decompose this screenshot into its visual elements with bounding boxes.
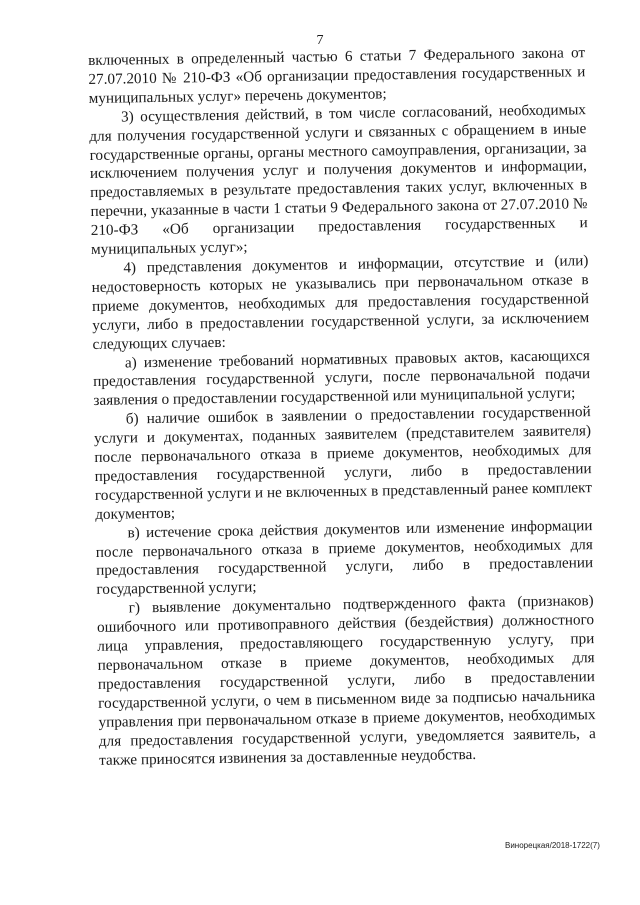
paragraph-continuation: включенных в определенный частью 6 статьи 7 Федерального закона от 27.07.2010 № 210-ФЗ «Об организации предоставления государственных и муниципальных услуг» перечень документов; <box>88 44 586 107</box>
paragraph-subitem-b: б) наличие ошибок в заявлении о предоставлении государственной услуги и документах, поданных заявителем (представителем заявителя) после первоначального отказа в приеме документов, необходимых для предоставления государственной услуги, либо в предоставлении государственной услуги и не включенных в представленный ранее комплект документов; <box>93 403 593 523</box>
page-number: 7 <box>316 33 324 48</box>
paragraph-subitem-a: а) изменение требований нормативных правовых актов, касающихся предоставления государственной услуги, после первоначальной подачи заявления о предоставлении государственной или муниципальной услуги; <box>93 346 591 410</box>
document-body <box>88 44 596 770</box>
paragraph-subitem-v: в) истечение срока действия документов или изменение информации после первоначального отказа в приеме документов, необходимых для предоставления государственной услуги, либо в предоставлении государственной услуги; <box>95 516 594 599</box>
footer-reference: Винорецкая/2018-1722(7) <box>505 841 600 850</box>
paragraph-item-4: 4) представления документов и информации, отсутствие и (или) недостоверность которых не указывались при первоначальном отказе в приеме документов, необходимых для предоставления государственной услуги, либо в предоставлении государственной услуги, за исключением следующих случаев: <box>91 252 590 353</box>
paragraph-subitem-g: г) выявление документально подтвержденного факта (признаков) ошибочного или противоправного действия (бездействия) должностного лица управления, предоставляющего государственную услугу, при первоначальном отказе в приеме документов, необходимых для предоставления государственной услуги, либо в предоставлении государственной услуги, о чем в письменном виде за подписью начальника управления при первоначальном отказе в приеме документов, необходимых для предоставления государственной услуги, уведомляется заявитель, а также приносятся извинения за доставленные неудобства. <box>96 592 596 769</box>
paragraph-item-3: 3) осуществления действий, в том числе согласований, необходимых для получения государственной услуги и связанных с обращением в иные государственные органы, органы местного самоуправления, организации, за исключением получения услуг и получения документов и информации, предоставляемых в результате предоставления таких услуг, включенных в перечни, указанные в части 1 статьи 9 Федерального закона от 27.07.2010 № 210-ФЗ «Об организации предоставления государственных и муниципальных услуг»; <box>89 100 588 259</box>
